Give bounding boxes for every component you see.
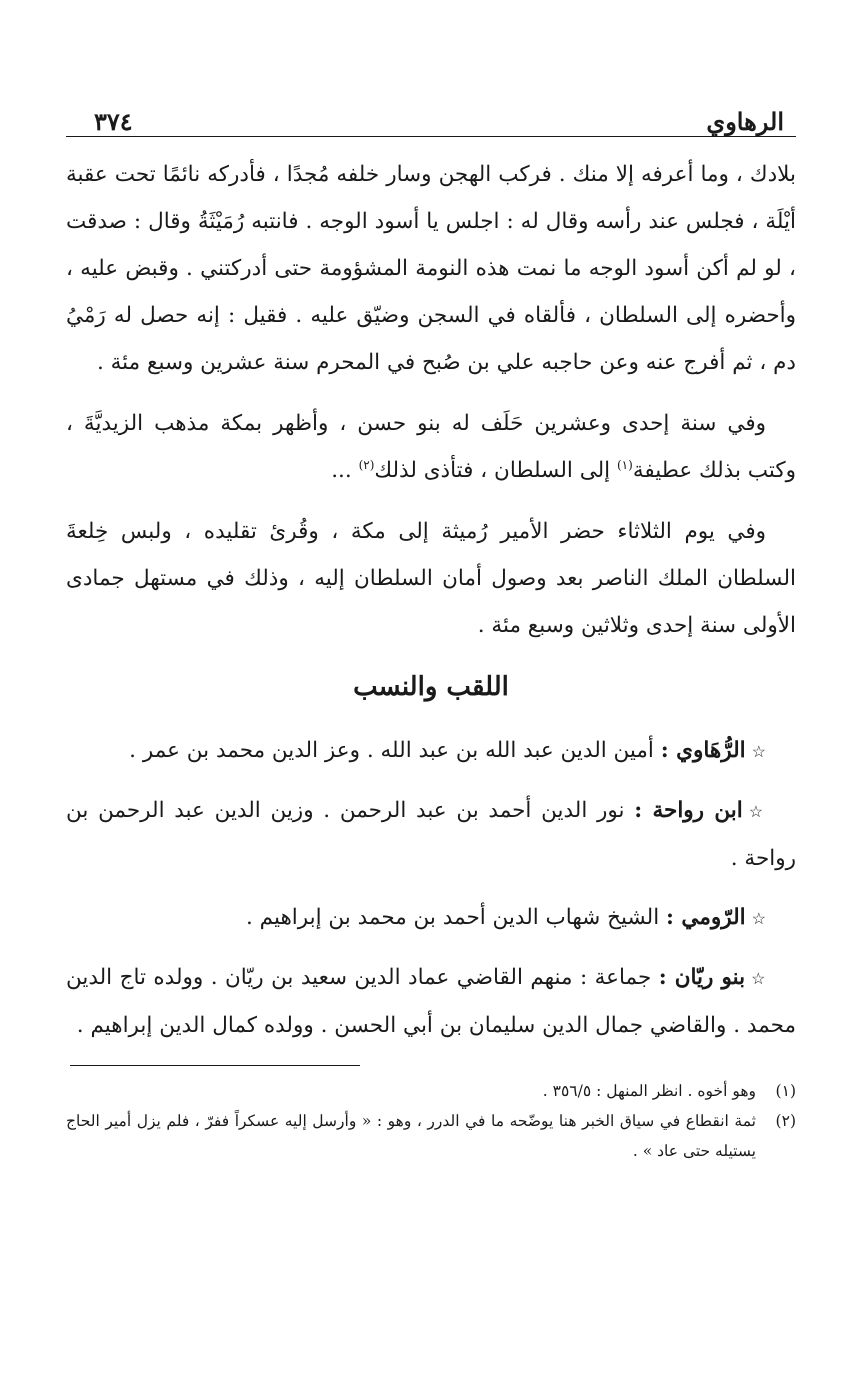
entry-list (66, 727, 796, 1049)
running-head-title: الرهاوي (706, 107, 784, 136)
footnote-text: ثمة انقطاع في سياق الخبر هنا يوضّحه ما في الدرر ، وهو : « وأرسل إليه عسكراً ففرّ ، فلم يزل أمير الحاج يستيله حتى عاد » . (66, 1112, 756, 1160)
entry-item (66, 787, 796, 882)
paragraph-2-text-c: ... (331, 458, 359, 483)
paragraph-3: وفي يوم الثلاثاء حضر الأمير رُميثة إلى مكة ، وقُرئ تقليده ، ولبس خِلعةَ السلطان الملك الناصر بعد وصول أمان السلطان إليه ، وذلك في مستهل جمادى الأولى سنة إحدى وثلاثين وسبع مئة . (66, 519, 796, 638)
footnote-divider (70, 1065, 360, 1066)
body-text (66, 151, 796, 649)
entry-text: جماعة : منهم القاضي عماد الدين سعيد بن ريّان . وولده تاج الدين محمد . والقاضي جمال الدين سليمان بن أبي الحسن . وولده كمال الدين إبراهيم . (66, 965, 796, 1038)
entry-item (66, 727, 796, 775)
paragraph-2-text-a: وفي سنة إحدى وعشرين حَلَف له بنو حسن ، وأظهر بمكة مذهب الزيديَّةَ ، وكتب بذلك عطيفة (66, 411, 796, 483)
entry-text: أمين الدين عبد الله بن عبد الله . وعز الدين محمد بن عمر . (129, 738, 661, 763)
paragraph-2 (66, 400, 796, 494)
footnote-ref-1[interactable]: (١) (616, 457, 633, 472)
star-icon: ☆ (748, 802, 766, 821)
entry-text: نور الدين أحمد بن عبد الرحمن . وزين الدين عبد الرحمن بن رواحة . (66, 798, 796, 871)
star-icon: ☆ (751, 742, 766, 761)
entry-term: بنو ريّان : (658, 965, 746, 990)
star-icon: ☆ (751, 909, 766, 928)
footnote-number: (١) (775, 1082, 796, 1100)
section-title: اللقب والنسب (353, 672, 509, 702)
entry-term: الرّومي : (666, 905, 746, 930)
footnote-2 (66, 1106, 796, 1166)
entry-term: الرُّهَاوي : (660, 738, 746, 763)
entry-text: الشيخ شهاب الدين أحمد بن محمد بن إبراهيم . (246, 905, 667, 930)
star-icon: ☆ (751, 969, 767, 988)
entry-item (66, 954, 796, 1049)
page-number: ٣٧٤ (94, 107, 133, 136)
book-page (66, 96, 796, 1166)
entry-item (66, 894, 796, 942)
footnotes (66, 1076, 796, 1166)
paragraph-1: بلادك ، وما أعرفه إلا منك . فركب الهجن وسار خلفه مُجدًا ، فأدركه نائمًا تحت عقبة أيْلَة ، فجلس عند رأسه وقال له : اجلس يا أسود الوجه . فانتبه رُمَيْثَةُ وقال : صدقت ، لو لم أكن أسود الوجه ما نمت هذه النومة المشؤومة حتى أدركتني . وقبض عليه ، وأحضره إلى السلطان ، فألقاه في السجن وضيّق عليه . فقيل : إنه حصل له رَمْيُ دم ، ثم أفرج عنه وعن حاجبه علي بن صُبح في المحرم سنة عشرين وسبع مئة . (66, 162, 796, 375)
footnote-number: (٢) (775, 1112, 796, 1130)
paragraph-2-text-b: إلى السلطان ، فتأذى لذلك (374, 458, 617, 483)
footnote-ref-2[interactable]: (٢) (358, 457, 375, 472)
running-head (66, 96, 796, 137)
entry-term: ابن رواحة : (634, 798, 743, 823)
footnote-text: وهو أخوه . انظر المنهل : ٣٥٦/٥ . (542, 1082, 756, 1100)
footnote-1 (66, 1076, 796, 1106)
